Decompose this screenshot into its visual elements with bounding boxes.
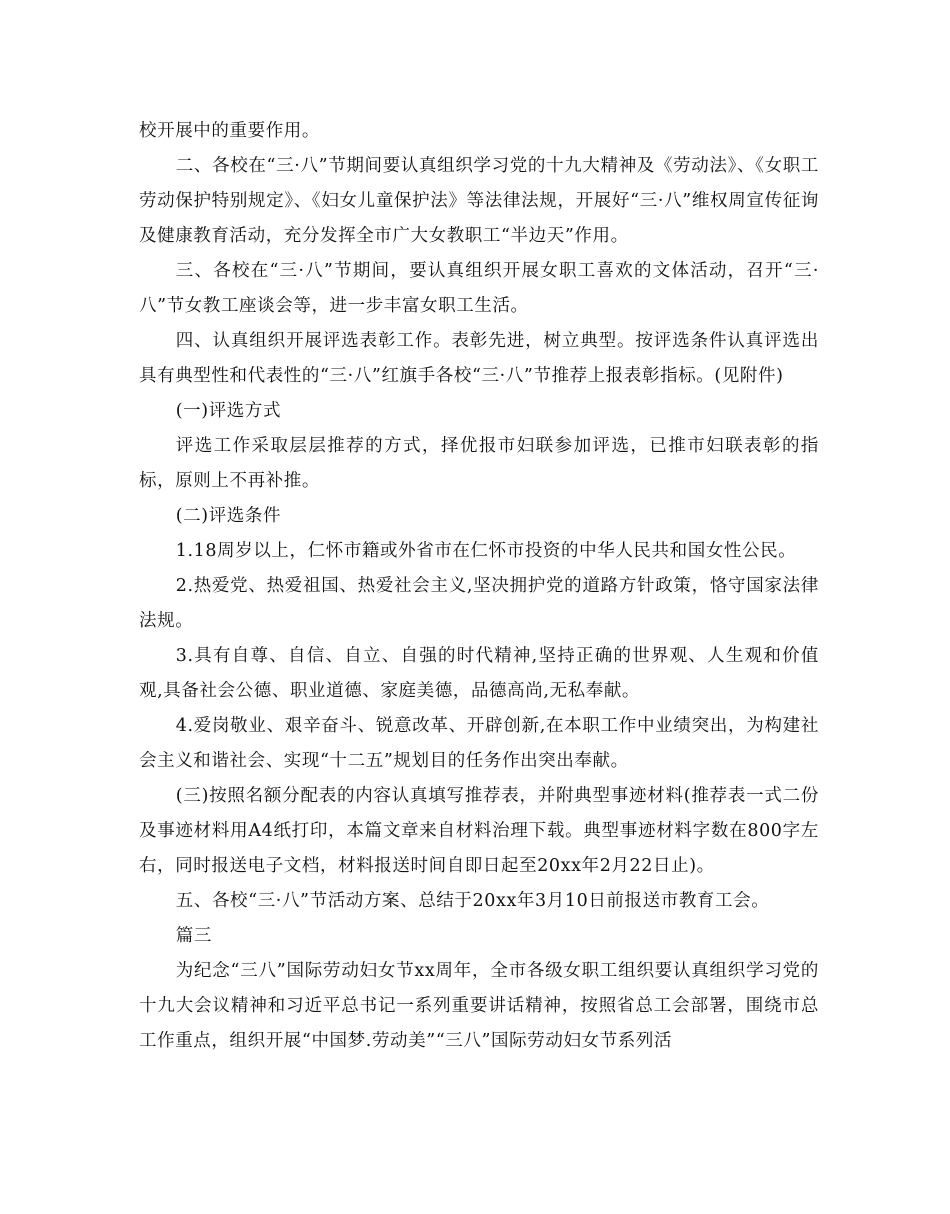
paragraph-recommendation-form: (三)按照名额分配表的内容认真填写推荐表，并附典型事迹材料(推荐表一式二份及事迹材料用A4纸打印，本篇文章来自材料治理下载。典型事迹材料字数在800字左右，同时报送电子文档，材料报送时间自即日起至20xx年2月22日止)。: [139, 786, 819, 876]
section-heading-part-3: 篇三: [175, 926, 212, 946]
paragraph-selection-method: 评选工作采取层层推荐的方式，择优报市妇联参加评选，已推市妇联表彰的指标，原则上不再补推。: [139, 436, 819, 491]
section-heading-selection-method: (一)评选方式: [175, 401, 282, 421]
paragraph-5: 五、各校“三·八”节活动方案、总结于20xx年3月10日前报送市教育工会。: [175, 891, 770, 911]
paragraph-part-3-intro: 为纪念“三八”国际劳动妇女节xx周年，全市各级女职工组织要认真组织学习党的十九大会议精神和习近平总书记一系列重要讲话精神，按照省总工会部署，围绕市总工作重点，组织开展“中国梦.劳动美”“三八”国际劳动妇女节系列活: [139, 961, 819, 1051]
document-body: [139, 114, 819, 1059]
criteria-item-3: 3.具有自尊、自信、自立、自强的时代精神,坚持正确的世界观、人生观和价值观,具备社会公德、职业道德、家庭美德，品德高尚,无私奉献。: [139, 646, 819, 701]
paragraph-3: 三、各校在“三·八”节期间，要认真组织开展女职工喜欢的文体活动，召开“三·八”节女教工座谈会等，进一步丰富女职工生活。: [139, 261, 819, 316]
criteria-item-1: 1.18周岁以上，仁怀市籍或外省市在仁怀市投资的中华人民共和国女性公民。: [175, 541, 797, 561]
paragraph-4: 四、认真组织开展评选表彰工作。表彰先进，树立典型。按评选条件认真评选出具有典型性和代表性的“三·八”红旗手各校“三·八”节推荐上报表彰指标。(见附件): [139, 331, 819, 386]
criteria-item-2: 2.热爱党、热爱祖国、热爱社会主义,坚决拥护党的道路方针政策，恪守国家法律法规。: [139, 576, 819, 631]
paragraph-2: 二、各校在“三·八”节期间要认真组织学习党的十九大精神及《劳动法》、《女职工劳动保护特别规定》、《妇女儿童保护法》等法律法规，开展好“三·八”维权周宣传征询及健康教育活动，充分发挥全市广大女教职工“半边天”作用。: [139, 156, 819, 246]
criteria-item-4: 4.爱岗敬业、艰辛奋斗、锐意改革、开辟创新,在本职工作中业绩突出，为构建社会主义和谐社会、实现“十二五”规划目的任务作出突出奉献。: [139, 716, 819, 771]
section-heading-selection-criteria: (二)评选条件: [175, 506, 282, 526]
paragraph-1: 校开展中的重要作用。: [139, 121, 320, 141]
